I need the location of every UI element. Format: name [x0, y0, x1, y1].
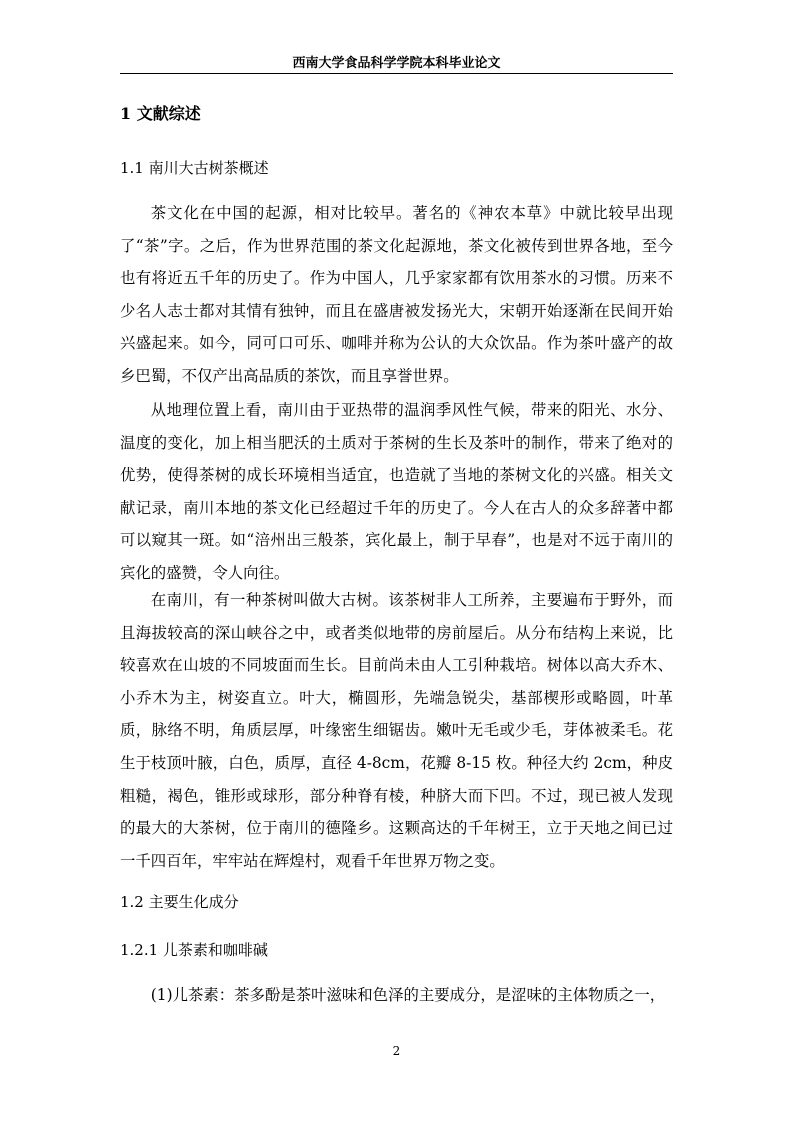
body-paragraph-origin: 茶文化在中国的起源，相对比较早。著名的《神农本草》中就比较早出现了“茶”字。之后，作为世界范围的茶文化起源地，茶文化被传到世界各地，至今也有将近五千年的历史了。作为中国人，几乎家家都有饮用茶水的习惯。历来不少名人志士都对其情有独钟，而且在盛唐被发扬光大，宋朝开始逐渐在民间开始兴盛起来。如今，同可口可乐、咖啡并称为公认的大众饮品。作为茶叶盛产的故乡巴蜀，不仅产出高品质的茶饮，而且享誉世界。	[120, 204, 673, 385]
body-paragraph-ancient-tree: 在南川，有一种茶树叫做大古树。该茶树非人工所养，主要遍布于野外，而且海拔较高的深山峡谷之中，或者类似地带的房前屋后。从分布结构上来说，比较喜欢在山坡的不同坡面而生长。目前尚未由人工引种栽培。树体以高大乔木、小乔木为主，树姿直立。叶大，椭圆形，先端急锐尖，基部楔形或略圆，叶革质，脉络不明，角质层厚，叶缘密生细锯齿。嫩叶无毛或少毛，芽体被柔毛。花生于枝顶叶腋，白色，质厚，直径 4-8cm，花瓣 8-15 枚。种径大约 2cm，种皮粗糙，褐色，锥形或球形，部分种脊有棱，种脐大而下凹。不过，现已被人发现的最大的大茶树，位于南川的德隆乡。这颗高达的千年树王，立于天地之间已过一千四百年，牢牢站在辉煌村，观看千年世界万物之变。	[120, 591, 673, 870]
section-heading-1-2: 1.2 主要生化成分	[120, 893, 239, 911]
header-rule	[120, 73, 673, 74]
section-heading-1-1: 1.1 南川大古树茶概述	[120, 159, 269, 177]
body-paragraph-catechin: (1)儿茶素：茶多酚是茶叶滋味和色泽的主要成分，是涩味的主体物质之一，	[150, 986, 666, 1004]
running-header: 西南大学食品科学学院本科毕业论文	[292, 56, 501, 71]
body-paragraph-geography: 从地理位置上看，南川由于亚热带的温润季风性气候，带来的阳光、水分、温度的变化，加上相当肥沃的土质对于茶树的生长及茶叶的制作，带来了绝对的优势，使得茶树的成长环境相当适宜，也造就了当地的茶树文化的兴盛。相关文献记录，南川本地的茶文化已经超过千年的历史了。今人在古人的众多辞著中都可以窥其一斑。如“涪州出三般茶，宾化最上，制于早春”，也是对不远于南川的宾化的盛赞，令人向往。	[120, 401, 673, 582]
section-heading-1-2-1: 1.2.1 儿茶素和咖啡碱	[120, 941, 268, 959]
page-number: 2	[392, 1044, 401, 1058]
section-heading-1: 1 文献综述	[120, 104, 201, 123]
